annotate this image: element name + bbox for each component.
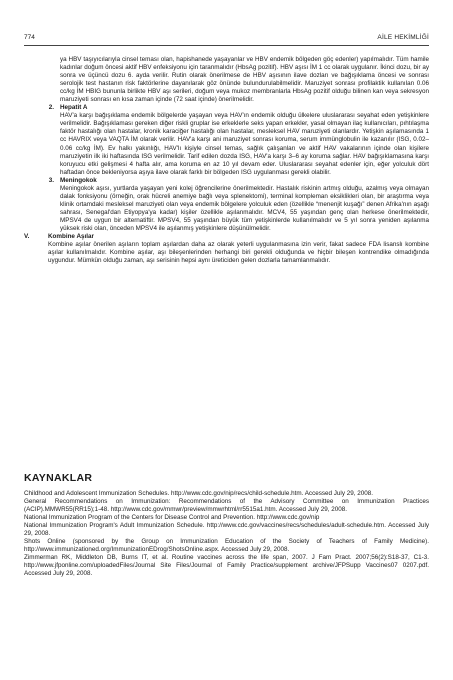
section-number: 3. bbox=[48, 176, 54, 184]
article-body bbox=[24, 56, 429, 265]
references-list bbox=[24, 490, 429, 579]
section-title: Kombine Aşılar bbox=[48, 233, 94, 241]
section-number: 2. bbox=[48, 104, 54, 112]
reference-item: National Immunization Program's Adult Immunization Schedule. http://www.cdc.gov/vaccines/recs/schedules/adult-schedule.htm. Accessed July 29, 2008. bbox=[24, 522, 429, 538]
reference-item: Childhood and Adolescent Immunization Schedules. http://www.cdc.gov/nip/recs/child-schedule.htm. Accessed July 29, 2008. bbox=[24, 490, 373, 497]
references-heading: KAYNAKLAR bbox=[24, 472, 93, 484]
reference-item: General Recommendations on Immunization: Recommendations of the Advisory Committee on Immunization Practices (ACIP).MMWR55(RR15);1-48. http://www.cdc.gov/mmwr/preview/mmwrhtml/rr5515a1.htm. Accessed July 29, 2008. bbox=[24, 498, 429, 514]
reference-item: Zimmerman RK, Middleton DB, Burns IT, et al. Routine vaccines across the life span, 2007. J Fam Pract. 2007;56(2):S18-37, C1-3. http://www.jfponline.com/uploadedFiles/Journal Site Files/Journal of Family Practice/supplement archive/JFPSupp Vaccines07 0207.pdf. Accessed July 29, 2008. bbox=[24, 554, 429, 578]
header-divider bbox=[24, 45, 429, 46]
section-heading-meningokok bbox=[24, 177, 429, 185]
section-text-meningokok: Meningokok aşısı, yurtlarda yaşayan yeni kolej öğrencilerine önerilmektedir. Hastalık riskinin artmış olduğu, azalmış veya olmayan dalak fonksiyonu (örneğin, orak hücreli anemiye bağlı veya splenektomi), terminal kompleman eksiklikleri olan, bir araştırma veya klinik ortamdaki mesleksel maruziyeti olan veya endemik bölgelere yolculuk eden (özellikle “menenjit kuşağı” denen Afrika'nın aşağı sahrası, Senegal'dan Etiyopya'ya kadar) kişiler özellikle aşılanmalıdır. MCV4, 55 yaşından genç olan herkese önerilmektedir, MPSV4 de uygun bir alternatiftir. MPSV4, 55 yaşından büyük tüm yetişkinlerde kullanılmalıdır ve 5 yıl sonra yeniden aşılanma yüksek riski olan, önceden MPSV4 ile aşılanmış yetişkinlere düşünülmelidir. bbox=[60, 184, 429, 232]
section-heading-kombine-asilar bbox=[24, 233, 429, 241]
section-number: V. bbox=[24, 233, 30, 241]
section-text-hepatit-a: HAV'a karşı bağışıklama endemik bölgelerde yaşayan veya HAV'ın endemik olduğu ülkelere uluslararası seyahat eden yetişkinlere verilmelidir. Bağışıklaması gereken diğer riskli gruplar ise erkeklerle seks yapan erkekler, yasal olmayan ilaç kullanıcıları, pıhtılaşma faktör hastalığı olan hastalar, kronik karaciğer hastalığı olan hastalar, mesleksel HAV maruziyeti olanlardır. Yetişkin aşılamasında 1 cc HAVRIX veya VAQTA İM olarak verilir. HAV'a karşı ani maruziyet sonrası koruma, serum immünglobulin ile kazanılır (ISG, 0.02–0.06 cc/kg İM). Ev halkı yakınlığı, HAV'lı kişiyle cinsel temas, sağlık çalışanları ve aktif HAV vakalarının içinde olan kişilere maruziyetin ilk iki haftasında ISG verilmelidir. Tarif edilen dozda ISG, HAV'a karşı 3–6 ay koruma sağlar. HAV bağışıklamasına karşı koruyucu etki gelişmesi 4 hafta alır, ama koruma en az 10 yıl devam eder. Uluslararası seyahat edenler için, eğer yolculuk dört haftadan önce bekleniyorsa aşıya ilave olarak farklı bir bölgeden ISG uygulanması gerekli olabilir. bbox=[60, 112, 429, 176]
section-heading-hepatit-a bbox=[24, 104, 429, 112]
section-title: Hepatit A bbox=[60, 104, 88, 112]
page-number: 774 bbox=[24, 34, 35, 41]
section-title: Meningokok bbox=[60, 176, 97, 184]
intro-paragraph: ya HBV taşıyıcılarıyla cinsel teması olan, hapishanede yaşayanlar ve HBV endemik bölgeden göç edenler) yapılmalıdır. Tüm hamile kadınlar doğum öncesi aktif HBV enfeksiyonu için taranmalıdır (HbsAg pozitif). HBV aşısı İM 1 cc olarak uygulanır. İkinci dozu, bir ay sonra ve üçüncü dozu 6. ayda verilir. Rutin olarak önerilmese de HBV aşısının ilave dozları ve bağışıklama öncesi ve sonrası serolojik test hastanın risk faktörlerine dayanılarak göz önünde bulundurulabilmelidir. Maruziyet sonrası profilaktik kullanılan 0.06 cc/kg İM HBIG bununla birlikte HBV aşı serileri, doğum veya mukoz membranlarla HbsAg pozitif olduğu bilinen kan veya sekresyon maruziyeti sonrası en kısa zaman içinde (72 saat içinde) önerilmelidir. bbox=[60, 56, 429, 104]
reference-item: Shots Online (sponsored by the Group on Immunization Education of the Society of Teachers of Family Medicine). http://www.immunizationed.org/ImmunizationEDrog/ShotsOnline.aspx. Accessed July 29, 2008. bbox=[24, 538, 429, 554]
journal-title: AİLE HEKİMLİĞİ bbox=[377, 34, 429, 41]
page-header bbox=[24, 34, 429, 44]
reference-item: National Immunization Program of the Centers for Disease Control and Prevention. http://www.cdc.gov/nip bbox=[24, 514, 320, 522]
section-text-kombine-asilar: Kombine aşılar önerilen aşıların toplam aşılardan daha az olarak yeterli uygulanmasına izin verir, fakat sadece FDA lisanslı kombine aşılar kullanılmalıdır. Kombine aşılar, aşı bileşenlerinden herhangi biri gerekli olduğunda ve hiçbir bileşen kontrendike olmadığında uygundur. Mümkün olduğu zaman, aşı serisinin hepsi aynı üreticiden gelen dozlarla tamamlanmalıdır. bbox=[48, 241, 429, 265]
